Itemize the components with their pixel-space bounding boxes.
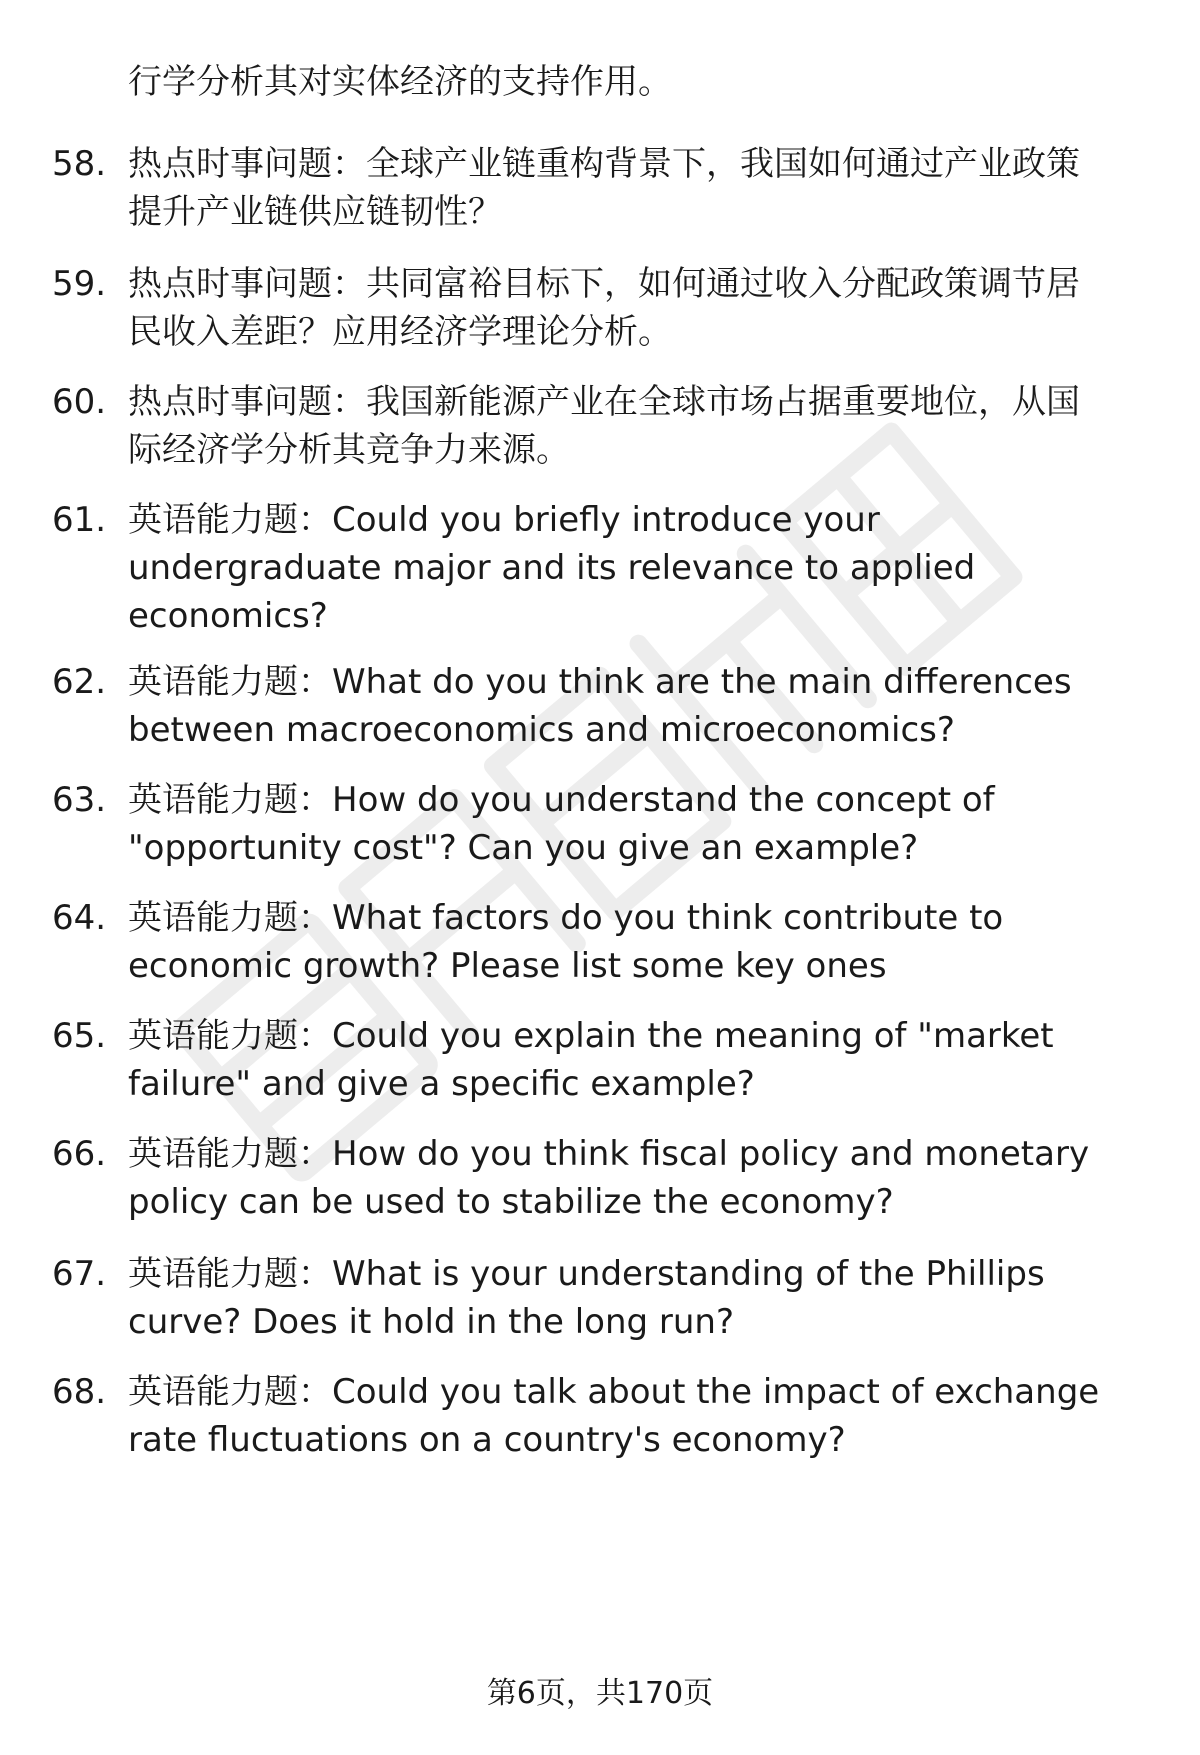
question-text-line: failure" and give a specific example? [128, 1064, 755, 1104]
question-text-line: undergraduate major and its relevance to applied [128, 548, 976, 588]
question-text-line: 英语能力题：Could you briefly introduce your [128, 500, 880, 540]
question-text [128, 776, 1138, 872]
question-text [128, 894, 1138, 990]
question-number: 62. [52, 662, 107, 702]
question-number: 61. [52, 500, 107, 540]
question-text [128, 378, 1138, 474]
question-text-line: economics? [128, 596, 328, 636]
question-text-line: 提升产业链供应链韧性？ [128, 192, 502, 232]
question-text-line: 英语能力题：How do you understand the concept of [128, 780, 995, 820]
question-text-line: 热点时事问题：共同富裕目标下，如何通过收入分配政策调节居 [128, 264, 1080, 304]
question-text [128, 658, 1138, 754]
question-text-line: 热点时事问题：我国新能源产业在全球市场占据重要地位，从国 [128, 382, 1080, 422]
question-number: 64. [52, 898, 107, 938]
question-number: 65. [52, 1016, 107, 1056]
question-number: 63. [52, 780, 107, 820]
question-number: 59. [52, 264, 107, 304]
question-text-line: 英语能力题：What factors do you think contribute to [128, 898, 1004, 938]
continuation-text: 行学分析其对实体经济的支持作用。 [128, 62, 672, 102]
question-text [128, 1368, 1138, 1464]
question-number: 58. [52, 144, 107, 184]
question-text-line: economic growth? Please list some key ones [128, 946, 887, 986]
question-text [128, 1250, 1138, 1346]
question-text-line: "opportunity cost"? Can you give an example? [128, 828, 919, 868]
question-text-line: 热点时事问题：全球产业链重构背景下，我国如何通过产业政策 [128, 144, 1080, 184]
question-number: 68. [52, 1372, 107, 1412]
question-text-line: policy can be used to stabilize the economy? [128, 1182, 894, 1222]
question-text-line: 际经济学分析其竞争力来源。 [128, 430, 570, 470]
question-text-line: between macroeconomics and microeconomics? [128, 710, 955, 750]
question-number: 67. [52, 1254, 107, 1294]
question-text [128, 1012, 1138, 1108]
question-number: 60. [52, 382, 107, 422]
question-text-line: 英语能力题：Could you talk about the impact of exchange [128, 1372, 1100, 1412]
question-text-line: 民收入差距？应用经济学理论分析。 [128, 312, 672, 352]
question-text [128, 140, 1138, 236]
question-text [128, 260, 1138, 356]
page-footer: 第6页，共170页 [486, 1676, 714, 1711]
question-text-line: rate fluctuations on a country's economy? [128, 1420, 846, 1460]
question-text-line: 英语能力题：What do you think are the main differences [128, 662, 1072, 702]
question-text-line: curve? Does it hold in the long run? [128, 1302, 735, 1342]
question-text-line: 英语能力题：What is your understanding of the Phillips [128, 1254, 1045, 1294]
question-text-line: 英语能力题：How do you think fiscal policy and monetary [128, 1134, 1090, 1174]
question-text [128, 1130, 1138, 1226]
question-text [128, 496, 1138, 640]
question-text-line: 英语能力题：Could you explain the meaning of "market [128, 1016, 1054, 1056]
question-number: 66. [52, 1134, 107, 1174]
